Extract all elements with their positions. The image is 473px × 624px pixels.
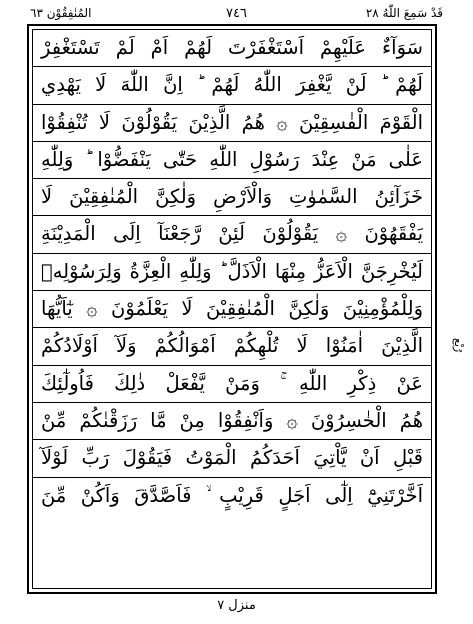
text-line-10: عَنْ ذِكْرِ اللّٰهِ ۚ وَمَنْ يَّفْعَلْ ذٰلِكَ فَاُولٰٓئِكَ <box>33 366 431 403</box>
marginal-marker: رُبْع <box>452 338 465 353</box>
surah-title: المُنٰفِقُوْن ٦٣ <box>30 6 92 20</box>
juz-title: قَدْ سَمِعَ اللّٰهُ ٢٨ <box>365 6 443 20</box>
text-line-2: لَهُمْ ؕ لَنْ يَّغْفِرَ اللّٰهُ لَهُمْ ؕ اِنَّ اللّٰهَ لَا يَهْدِي <box>33 67 431 104</box>
text-line-5: خَزَآئِنُ السَّمٰوٰتِ وَالْاَرْضِ وَلٰكِنَّ الْمُنٰفِقِيْنَ لَا <box>33 179 431 216</box>
page-number: ٧٤٦ <box>226 6 247 21</box>
text-line-8: وَلِلْمُؤْمِنِيْنَ وَلٰكِنَّ الْمُنٰفِقِيْنَ لَا يَعْلَمُوْنَ ۞ يٰٓاَيُّهَا <box>33 291 431 328</box>
text-line-1: سَوَآءٌ عَلَيْهِمْ اَسْتَغْفَرْتَ لَهُمْ اَمْ لَمْ تَسْتَغْفِرْ <box>33 30 431 67</box>
text-line-11: هُمُ الْخٰسِرُوْنَ ۞ وَاَنْفِقُوْا مِنْ مَّا رَزَقْنٰكُمْ مِّنْ <box>33 403 431 440</box>
page-header <box>30 4 443 26</box>
text-line-7: لَيُخْرِجَنَّ الْاَعَزُّ مِنْهَا الْاَذَلَّ ؕ وَلِلّٰهِ الْعِزَّةُ وَلِرَسُوْلِهٖ <box>33 254 431 291</box>
text-line-9: الَّذِيْنَ اٰمَنُوْا لَا تُلْهِكُمْ اَمْوَالُكُمْ وَلَآ اَوْلَادُكُمْ <box>33 328 431 365</box>
page-footer: منزل ٧ <box>217 598 256 613</box>
text-line-12: قَبْلِ اَنْ يَّاْتِيَ اَحَدَكُمُ الْمَوْتُ فَيَقُوْلَ رَبِّ لَوْلَآ <box>33 440 431 477</box>
text-frame <box>32 29 432 589</box>
text-line-3: الْقَوْمَ الْفٰسِقِيْنَ ۞ هُمُ الَّذِيْنَ يَقُوْلُوْنَ لَا تُنْفِقُوْا <box>33 105 431 142</box>
text-line-6: يَفْقَهُوْنَ ۞ يَقُوْلُوْنَ لَئِنْ رَّجَعْنَآ اِلَى الْمَدِيْنَةِ <box>33 216 431 253</box>
text-line-13: اَخَّرْتَنِيْٓ اِلٰٓى اَجَلٍ قَرِيْبٍ ۙ فَاَصَّدَّقَ وَاَكُنْ مِّنَ <box>41 483 423 507</box>
text-line-4: عَلٰى مَنْ عِنْدَ رَسُوْلِ اللّٰهِ حَتّٰى يَنْفَضُّوْا ؕ وَلِلّٰهِ <box>33 142 431 179</box>
